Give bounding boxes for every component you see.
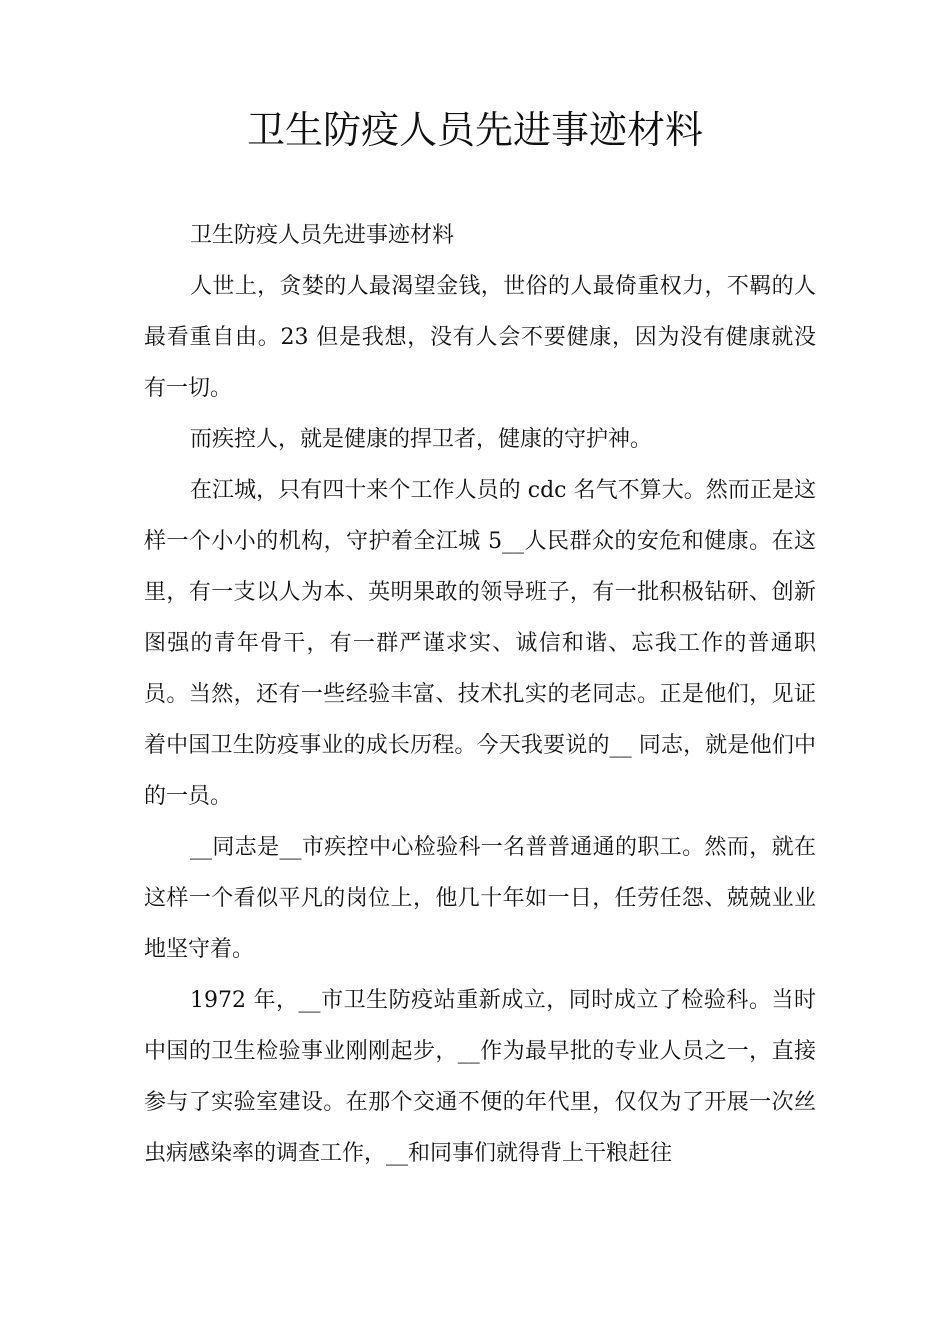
paragraph: 1972 年，__市卫生防疫站重新成立，同时成立了检验科。当时中国的卫生检验事业刚刚起步，__作为最早批的专业人员之一，直接参与了实验室建设。在那个交通不便的年代里，仅仅为了开展一次丝虫病感染率的调查工作，__和同事们就得背上干粮赶往 bbox=[144, 988, 816, 1166]
document-body bbox=[144, 210, 816, 1179]
paragraph: 在江城，只有四十来个工作人员的 cdc 名气不算大。然而正是这样一个小小的机构，守护着全江城 5__人民群众的安危和健康。在这里，有一支以人为本、英明果敢的领导班子，有一批积极钻研、创新图强的青年骨干，有一群严谨求实、诚信和谐、忘我工作的普通职员。当然，还有一些经验丰富、技术扎实的老同志。正是他们，见证着中国卫生防疫事业的成长历程。今天我要说的__ 同志，就是他们中的一员。 bbox=[144, 478, 816, 809]
paragraph-subtitle: 卫生防疫人员先进事迹材料 bbox=[190, 223, 455, 248]
paragraph: 人世上，贪婪的人最渴望金钱，世俗的人最倚重权力，不羁的人最看重自由。23 但是我想，没有人会不要健康，因为没有健康就没有一切。 bbox=[144, 274, 816, 401]
document-title: 卫生防疫人员先进事迹材料 bbox=[246, 108, 703, 152]
paragraph: __同志是__市疾控中心检验科一名普普通通的职工。然而，就在这样一个看似平凡的岗位上，他几十年如一日，任劳任怨、兢兢业业地坚守着。 bbox=[144, 835, 816, 962]
paragraph: 而疾控人，就是健康的捍卫者，健康的守护神。 bbox=[190, 427, 653, 452]
